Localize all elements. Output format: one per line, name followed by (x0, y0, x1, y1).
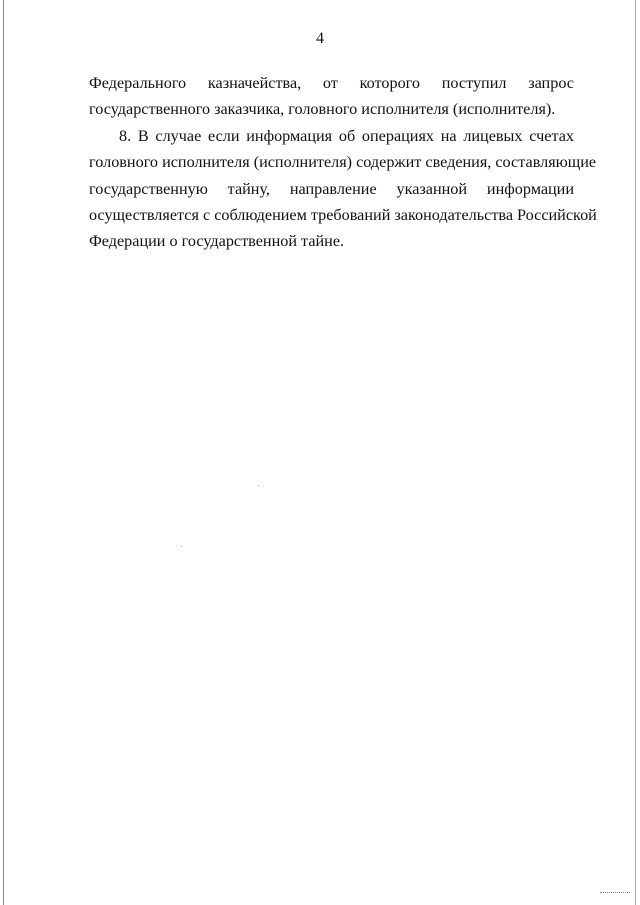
page-number: 4 (316, 30, 324, 47)
document-body (89, 70, 597, 255)
text-line: осуществляется с соблюдением требований законодательства Российской (89, 206, 597, 225)
scan-edge-right (635, 0, 636, 905)
text-line: Федерации о государственной тайне. (89, 232, 345, 251)
text-line: государственного заказчика, головного исполнителя (исполнителя). (89, 100, 556, 119)
text-line: 8. В случае если информация об операциях на лицевых счетах (119, 126, 574, 145)
scan-speck (258, 485, 259, 486)
scan-edge-left (3, 0, 4, 905)
paragraph-continued (89, 70, 574, 123)
scan-speck (181, 546, 182, 547)
text-line: Федерального казначейства, от которого поступил запрос (89, 74, 574, 92)
text-line: головного исполнителя (исполнителя) содержит сведения, составляющие (89, 153, 597, 172)
scan-footer-mark (600, 892, 630, 895)
paragraph-8 (89, 123, 597, 255)
text-line: государственную тайну, направление указанной информации (89, 179, 574, 198)
